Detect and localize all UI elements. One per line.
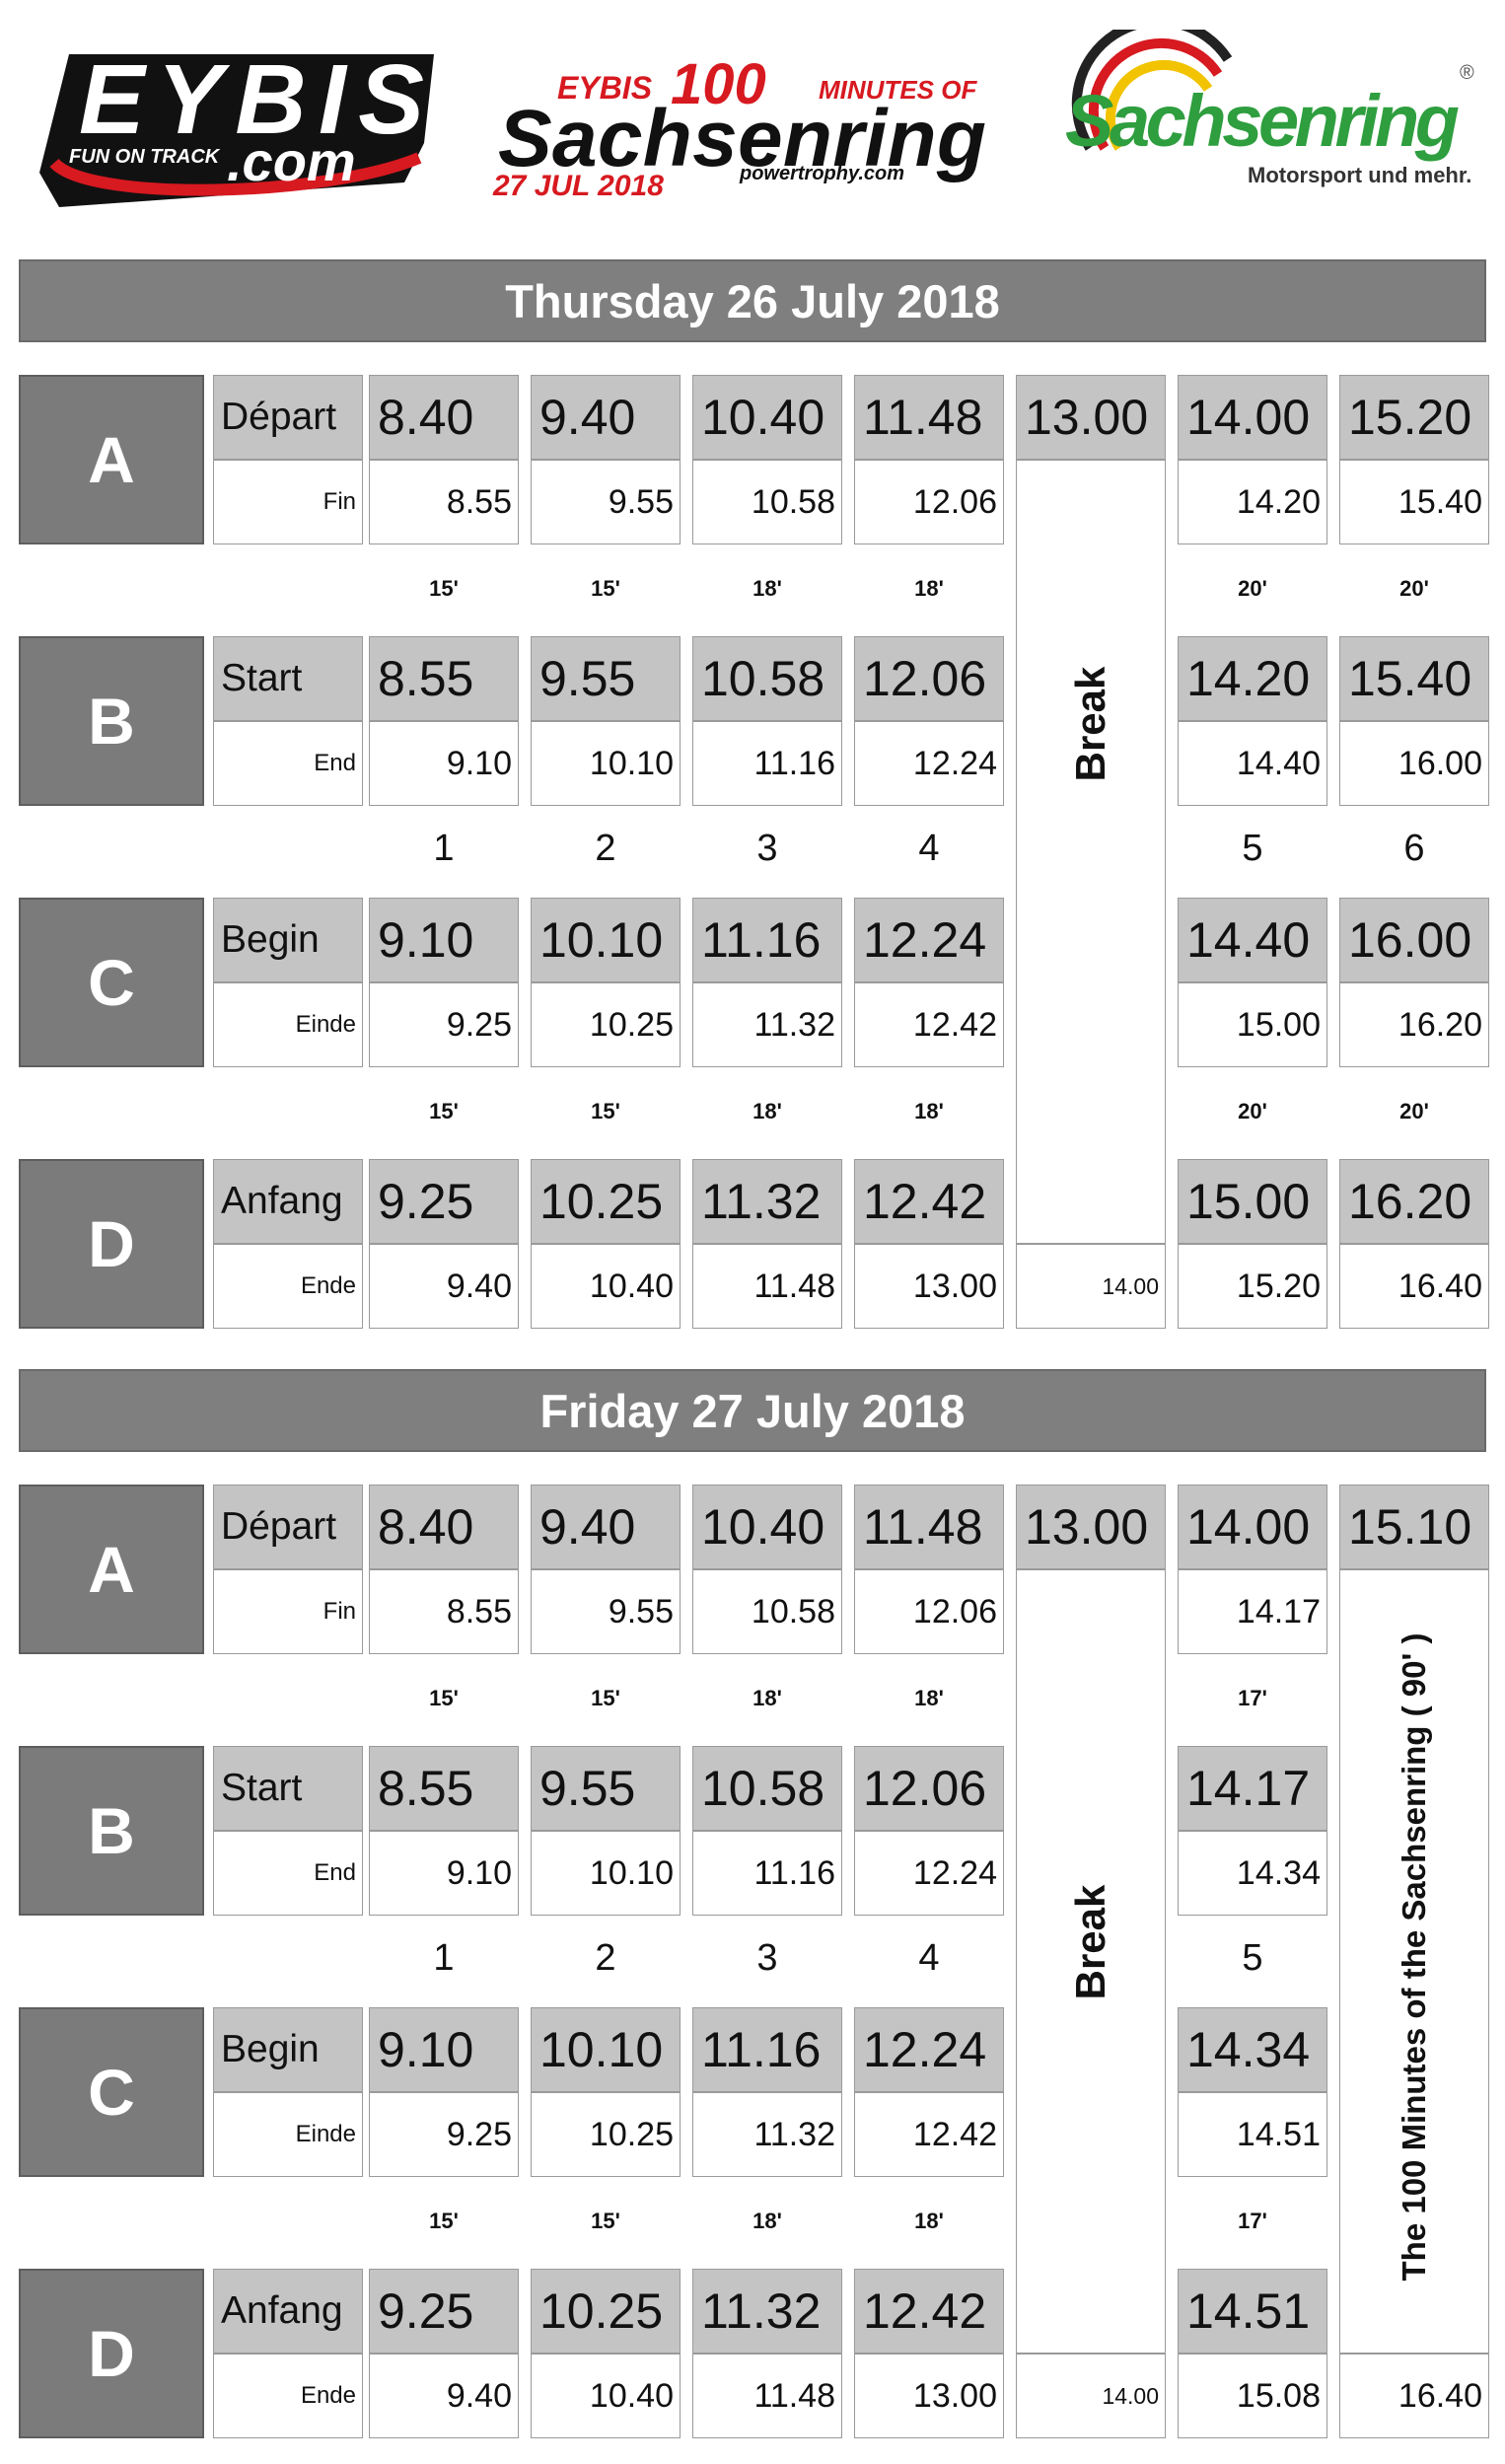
group-label-top: Begin	[213, 2007, 363, 2092]
end-time: 10.58	[692, 460, 842, 544]
duration-label: 15'	[429, 2209, 459, 2233]
break-start-time: 13.00	[1016, 1485, 1166, 1569]
event-logo-site: powertrophy.com	[740, 163, 905, 184]
sachsenring-logo-main: Sachsenring	[1065, 80, 1460, 162]
session-number: 5	[1242, 828, 1263, 869]
duration-label: 15'	[429, 576, 459, 601]
end-time: 10.10	[531, 721, 681, 806]
start-time: 9.10	[369, 898, 519, 982]
duration-label: 20'	[1399, 576, 1429, 601]
start-time: 15.20	[1339, 375, 1489, 460]
end-time: 14.20	[1178, 460, 1327, 544]
start-time: 11.48	[854, 1485, 1004, 1569]
end-time: 12.06	[854, 1569, 1004, 1654]
end-time: 11.48	[692, 1244, 842, 1329]
duration-label: 20'	[1238, 1099, 1267, 1123]
duration-label: 15'	[591, 576, 620, 601]
start-time: 15.00	[1178, 1159, 1327, 1244]
end-time: 15.40	[1339, 460, 1489, 544]
end-time: 14.34	[1178, 1831, 1327, 1916]
duration-label: 18'	[914, 2209, 944, 2233]
end-time: 12.24	[854, 1831, 1004, 1916]
group-a: A	[19, 1485, 204, 1654]
end-time: 13.00	[854, 1244, 1004, 1329]
duration-label: 18'	[914, 1099, 944, 1123]
duration-label: 18'	[752, 576, 782, 601]
duration-label: 18'	[752, 1686, 782, 1710]
end-time: 9.55	[531, 1569, 681, 1654]
duration-label: 20'	[1238, 576, 1267, 601]
end-time: 9.10	[369, 1831, 519, 1916]
group-label-bottom: Einde	[213, 2092, 363, 2177]
end-time: 15.00	[1178, 982, 1327, 1067]
start-time: 14.20	[1178, 636, 1327, 721]
break-end-time: 14.00	[1016, 2354, 1166, 2438]
duration-label: 17'	[1238, 2209, 1267, 2233]
group-d: D	[19, 2269, 204, 2438]
start-time: 9.10	[369, 2007, 519, 2092]
end-time: 9.25	[369, 2092, 519, 2177]
start-time: 9.55	[531, 636, 681, 721]
sachsenring-logo-registered: ®	[1460, 62, 1474, 84]
end-time: 16.00	[1339, 721, 1489, 806]
group-d: D	[19, 1159, 204, 1329]
end-time: 9.40	[369, 2354, 519, 2438]
start-time: 12.06	[854, 1746, 1004, 1831]
start-time: 8.55	[369, 1746, 519, 1831]
day-header: Friday 27 July 2018	[19, 1369, 1486, 1452]
duration-label: 15'	[591, 1686, 620, 1710]
session-number: 2	[595, 828, 616, 869]
group-label-bottom: Ende	[213, 2354, 363, 2438]
group-label-bottom: Einde	[213, 982, 363, 1067]
group-label-bottom: End	[213, 721, 363, 806]
session-number: 6	[1403, 828, 1425, 869]
end-time: 9.40	[369, 1244, 519, 1329]
start-time: 14.34	[1178, 2007, 1327, 2092]
event-logo-eybis: EYBIS	[557, 70, 653, 106]
start-time: 8.40	[369, 1485, 519, 1569]
group-a: A	[19, 375, 204, 544]
duration-label: 18'	[914, 1686, 944, 1710]
start-time: 11.32	[692, 2269, 842, 2354]
race-start-time: 15.10	[1339, 1485, 1489, 1569]
duration-label: 15'	[591, 1099, 620, 1123]
start-time: 14.40	[1178, 898, 1327, 982]
break-label: Break	[1067, 1884, 1113, 2000]
group-label-bottom: Ende	[213, 1244, 363, 1329]
event-logo-100: 100	[671, 52, 766, 116]
start-time: 10.58	[692, 636, 842, 721]
end-time: 15.20	[1178, 1244, 1327, 1329]
start-time: 9.40	[531, 375, 681, 460]
end-time: 11.16	[692, 1831, 842, 1916]
session-number: 2	[595, 1937, 616, 1979]
end-time: 11.32	[692, 982, 842, 1067]
break-end-time: 14.00	[1016, 1244, 1166, 1329]
session-number: 4	[918, 1937, 940, 1979]
end-time: 14.51	[1178, 2092, 1327, 2177]
start-time: 16.20	[1339, 1159, 1489, 1244]
start-time: 11.32	[692, 1159, 842, 1244]
end-time: 10.10	[531, 1831, 681, 1916]
end-time: 12.06	[854, 460, 1004, 544]
group-c: C	[19, 2007, 204, 2177]
duration-label: 15'	[429, 1686, 459, 1710]
event-logo-main: Sachsenring	[498, 94, 986, 183]
start-time: 12.42	[854, 1159, 1004, 1244]
start-time: 10.10	[531, 898, 681, 982]
session-number: 5	[1242, 1937, 1263, 1979]
end-time: 16.40	[1339, 1244, 1489, 1329]
start-time: 14.51	[1178, 2269, 1327, 2354]
group-b: B	[19, 636, 204, 806]
group-label-top: Départ	[213, 375, 363, 460]
group-label-bottom: End	[213, 1831, 363, 1916]
day-header: Thursday 26 July 2018	[19, 259, 1486, 342]
sachsenring-logo	[1060, 30, 1484, 197]
session-number: 1	[433, 828, 455, 869]
start-time: 9.55	[531, 1746, 681, 1831]
eybis-logo-suffix: .com	[227, 130, 356, 192]
group-label-bottom: Fin	[213, 460, 363, 544]
race-label: The 100 Minutes of the Sachsenring ( 90' )	[1396, 1632, 1432, 2282]
event-logo-minutes: MINUTES OF	[819, 75, 977, 105]
group-label-top: Départ	[213, 1485, 363, 1569]
end-time: 10.25	[531, 2092, 681, 2177]
end-time: 12.24	[854, 721, 1004, 806]
end-time: 14.40	[1178, 721, 1327, 806]
eybis-logo-tagline: FUN ON TRACK	[69, 146, 220, 168]
end-time: 8.55	[369, 1569, 519, 1654]
group-label-top: Start	[213, 1746, 363, 1831]
break-label: Break	[1067, 666, 1113, 782]
start-time: 14.17	[1178, 1746, 1327, 1831]
start-time: 12.06	[854, 636, 1004, 721]
group-label-top: Begin	[213, 898, 363, 982]
eybis-logo-main: EYBIS	[79, 44, 424, 155]
start-time: 12.42	[854, 2269, 1004, 2354]
duration-label: 15'	[429, 1099, 459, 1123]
start-time: 16.00	[1339, 898, 1489, 982]
end-time: 8.55	[369, 460, 519, 544]
duration-label: 17'	[1238, 1686, 1267, 1710]
duration-label: 18'	[914, 576, 944, 601]
end-time: 10.40	[531, 2354, 681, 2438]
end-time: 9.25	[369, 982, 519, 1067]
start-time: 10.25	[531, 1159, 681, 1244]
session-number: 1	[433, 1937, 455, 1979]
group-b: B	[19, 1746, 204, 1916]
end-time: 14.17	[1178, 1569, 1327, 1654]
duration-label: 20'	[1399, 1099, 1429, 1123]
end-time: 10.58	[692, 1569, 842, 1654]
race-end-time: 16.40	[1339, 2354, 1489, 2438]
end-time: 10.25	[531, 982, 681, 1067]
group-label-top: Anfang	[213, 2269, 363, 2354]
start-time: 9.40	[531, 1485, 681, 1569]
end-time: 11.16	[692, 721, 842, 806]
start-time: 9.25	[369, 1159, 519, 1244]
start-time: 8.40	[369, 375, 519, 460]
end-time: 12.42	[854, 982, 1004, 1067]
duration-label: 18'	[752, 1099, 782, 1123]
group-label-bottom: Fin	[213, 1569, 363, 1654]
end-time: 11.48	[692, 2354, 842, 2438]
start-time: 14.00	[1178, 375, 1327, 460]
start-time: 15.40	[1339, 636, 1489, 721]
break-start-time: 13.00	[1016, 375, 1166, 460]
end-time: 16.20	[1339, 982, 1489, 1067]
session-number: 3	[756, 828, 778, 869]
session-number: 3	[756, 1937, 778, 1979]
start-time: 11.16	[692, 898, 842, 982]
duration-label: 15'	[591, 2209, 620, 2233]
start-time: 10.40	[692, 1485, 842, 1569]
end-time: 10.40	[531, 1244, 681, 1329]
end-time: 9.10	[369, 721, 519, 806]
duration-label: 18'	[752, 2209, 782, 2233]
sachsenring-logo-tagline: Motorsport und mehr.	[1248, 163, 1472, 187]
start-time: 10.58	[692, 1746, 842, 1831]
end-time: 9.55	[531, 460, 681, 544]
end-time: 12.42	[854, 2092, 1004, 2177]
eybis-logo	[30, 35, 444, 212]
session-number: 4	[918, 828, 940, 869]
start-time: 9.25	[369, 2269, 519, 2354]
end-time: 15.08	[1178, 2354, 1327, 2438]
start-time: 12.24	[854, 2007, 1004, 2092]
start-time: 12.24	[854, 898, 1004, 982]
start-time: 14.00	[1178, 1485, 1327, 1569]
event-logo	[488, 49, 1001, 207]
start-time: 10.40	[692, 375, 842, 460]
end-time: 13.00	[854, 2354, 1004, 2438]
group-label-top: Anfang	[213, 1159, 363, 1244]
start-time: 10.25	[531, 2269, 681, 2354]
start-time: 11.16	[692, 2007, 842, 2092]
group-label-top: Start	[213, 636, 363, 721]
start-time: 8.55	[369, 636, 519, 721]
event-logo-date: 27 JUL 2018	[493, 170, 664, 202]
start-time: 10.10	[531, 2007, 681, 2092]
start-time: 11.48	[854, 375, 1004, 460]
group-c: C	[19, 898, 204, 1067]
end-time: 11.32	[692, 2092, 842, 2177]
